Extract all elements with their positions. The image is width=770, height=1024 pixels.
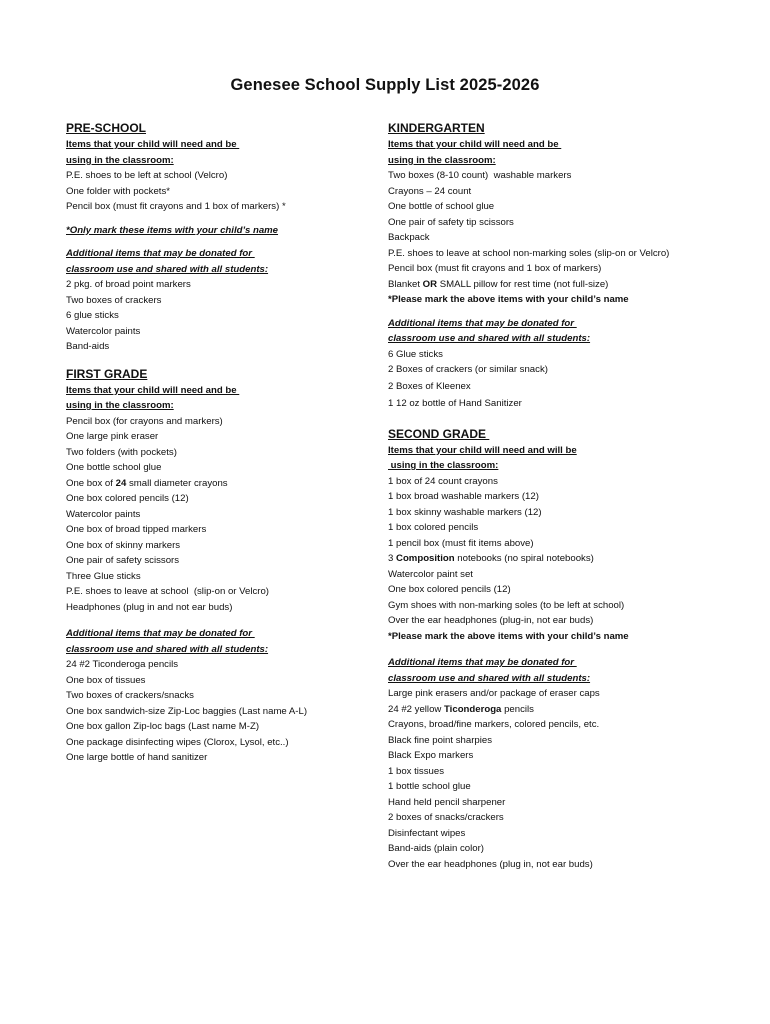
list-item: One box colored pencils (12) xyxy=(66,493,189,504)
page-title: Genesee School Supply List 2025-2026 xyxy=(230,76,540,94)
list-item: 24 #2 Ticonderoga pencils xyxy=(66,659,179,670)
kindergarten-need-heading-line2: using in the classroom: xyxy=(388,154,496,166)
list-item: 1 pencil box (must fit items above) xyxy=(388,537,534,549)
list-item: Over the ear headphones (plug in, not ear buds) xyxy=(388,858,593,870)
list-item: P.E. shoes to leave at school non-marking soles (slip-on or Velcro) xyxy=(388,247,670,259)
left-column xyxy=(66,120,366,766)
list-item: 2 Boxes of Kleenex xyxy=(388,380,471,392)
list-item: 2 boxes of snacks/crackers xyxy=(388,812,504,823)
list-item: Headphones (plug in and not ear buds) xyxy=(66,601,233,613)
list-item: 1 12 oz bottle of Hand Sanitizer xyxy=(388,398,522,409)
composition-word: Composition xyxy=(396,553,455,564)
preschool-donate-heading-line2: classroom use and shared with all students: xyxy=(66,263,269,275)
kindergarten-section xyxy=(388,120,708,412)
blanket-text-pre: Blanket xyxy=(388,278,423,290)
kindergarten-note: *Please mark the above items with your child’s name xyxy=(388,294,629,305)
second-grade-need-heading-line1: Items that your child will need and will be xyxy=(388,444,577,456)
list-item: Two folders (with pockets) xyxy=(66,446,177,458)
list-item: Over the ear headphones (plug-in, not ear buds) xyxy=(388,615,594,626)
list-item: Black Expo markers xyxy=(388,750,474,761)
second-grade-donate-heading-line2: classroom use and shared with all students: xyxy=(388,672,591,684)
list-item: Backpack xyxy=(388,232,430,243)
list-item: One box of broad tipped markers xyxy=(66,524,207,535)
list-item: Band-aids (plain color) xyxy=(388,843,484,854)
kindergarten-need-heading-line1: Items that your child will need and be xyxy=(388,139,562,150)
list-item: Crayons, broad/fine markers, colored pencils, etc. xyxy=(388,719,600,730)
kindergarten-donate-heading-line2: classroom use and shared with all students: xyxy=(388,333,591,344)
second-grade-need-heading-line2: using in the classroom: xyxy=(388,460,499,471)
list-item: 6 glue sticks xyxy=(66,310,119,321)
ticonderoga-text-pre: 24 #2 yellow xyxy=(388,703,444,715)
list-item-crayons xyxy=(66,476,366,492)
list-item: One large pink eraser xyxy=(66,431,159,442)
list-item: Two boxes of crackers/snacks xyxy=(66,690,194,701)
second-grade-donate-heading-line1: Additional items that may be donated for xyxy=(388,657,577,668)
list-item: 1 box skinny washable markers (12) xyxy=(388,506,542,518)
crayons-text-post: small diameter crayons xyxy=(126,477,228,489)
list-item: One box colored pencils (12) xyxy=(388,584,511,595)
preschool-donate-heading-line1: Additional items that may be donated for xyxy=(66,248,255,259)
list-item: Crayons – 24 count xyxy=(388,185,472,197)
list-item: Watercolor paint set xyxy=(388,568,473,580)
crayons-text-pre: One box of xyxy=(66,477,116,489)
list-item: Pencil box (for crayons and markers) xyxy=(66,415,223,427)
list-item: One box of tissues xyxy=(66,674,146,686)
list-item: Pencil box (must fit crayons and 1 box of markers) xyxy=(388,263,602,274)
list-item: One box of skinny markers xyxy=(66,539,181,551)
list-item: Watercolor paints xyxy=(66,325,141,337)
list-item: 6 Glue sticks xyxy=(388,348,443,360)
list-item: Three Glue sticks xyxy=(66,570,141,582)
composition-text-post: notebooks (no spiral notebooks) xyxy=(454,553,594,564)
first-grade-need-heading-line1: Items that your child will need and be xyxy=(66,384,240,396)
second-grade-note: *Please mark the above items with your child’s name xyxy=(388,630,629,642)
kindergarten-donate-heading-line1: Additional items that may be donated for xyxy=(388,317,577,329)
preschool-heading: PRE-SCHOOL xyxy=(66,121,147,135)
blanket-text-post: SMALL pillow for rest time (not full-size) xyxy=(437,278,609,290)
list-item-composition xyxy=(388,551,708,567)
list-item: One folder with pockets* xyxy=(66,185,170,197)
preschool-need-heading-line1: Items that your child will need and be xyxy=(66,139,240,150)
list-item: One bottle of school glue xyxy=(388,201,495,212)
first-grade-donate-heading-line1: Additional items that may be donated for xyxy=(66,628,255,639)
list-item: One pair of safety scissors xyxy=(66,555,180,566)
list-item: Large pink erasers and/or package of eraser caps xyxy=(388,688,600,699)
kindergarten-heading: KINDERGARTEN xyxy=(388,121,485,135)
second-grade-heading: SECOND GRADE xyxy=(388,426,490,441)
list-item: Two boxes of crackers xyxy=(66,294,162,306)
list-item: 1 box colored pencils xyxy=(388,522,479,533)
composition-text-pre: 3 xyxy=(388,553,397,564)
list-item: P.E. shoes to leave at school (slip-on or Velcro) xyxy=(66,586,269,597)
list-item: 1 bottle school glue xyxy=(388,781,471,792)
list-item: One box gallon Zip-loc bags (Last name M-Z) xyxy=(66,721,260,732)
second-grade-section xyxy=(388,426,708,873)
list-item: Disinfectant wipes xyxy=(388,827,466,839)
preschool-note: *Only mark these items with your child’s name xyxy=(66,224,279,236)
list-item: One bottle school glue xyxy=(66,462,162,473)
ticonderoga-text-post: pencils xyxy=(501,703,534,715)
list-item: 1 box broad washable markers (12) xyxy=(388,491,539,502)
list-item: Hand held pencil sharpener xyxy=(388,796,506,808)
list-item: One large bottle of hand sanitizer xyxy=(66,752,208,763)
blanket-or: OR xyxy=(422,278,438,290)
first-grade-donate-heading-line2: classroom use and shared with all students: xyxy=(66,643,269,655)
list-item-blanket xyxy=(388,277,708,293)
list-item: One pair of safety tip scissors xyxy=(388,216,514,228)
preschool-need-heading-line2: using in the classroom: xyxy=(66,154,174,166)
list-item: Watercolor paints xyxy=(66,508,141,520)
list-item: One package disinfecting wipes (Clorox, Lysol, etc..) xyxy=(66,736,289,748)
first-grade-section xyxy=(66,366,366,766)
list-item: One box sandwich-size Zip-Loc baggies (Last name A-L) xyxy=(66,705,308,717)
list-item: Gym shoes with non-marking soles (to be left at school) xyxy=(388,599,625,611)
list-item: Pencil box (must fit crayons and 1 box of markers) * xyxy=(66,201,286,212)
list-item-ticonderoga xyxy=(388,702,708,718)
list-item: 1 box of 24 count crayons xyxy=(388,475,498,487)
right-column xyxy=(388,120,708,872)
list-item: Two boxes (8-10 count) washable markers xyxy=(388,170,572,181)
first-grade-need-heading-line2: using in the classroom: xyxy=(66,400,174,411)
preschool-section xyxy=(66,120,366,355)
first-grade-heading: FIRST GRADE xyxy=(66,366,148,381)
ticonderoga-word: Ticonderoga xyxy=(444,703,502,715)
list-item: Black fine point sharpies xyxy=(388,734,492,746)
list-item: 2 pkg. of broad point markers xyxy=(66,279,191,290)
list-item: Band-aids xyxy=(66,341,110,352)
list-item: 1 box tissues xyxy=(388,765,444,777)
crayons-count: 24 xyxy=(115,477,127,489)
list-item: P.E. shoes to be left at school (Velcro) xyxy=(66,170,228,181)
list-item: 2 Boxes of crackers (or similar snack) xyxy=(388,364,548,375)
